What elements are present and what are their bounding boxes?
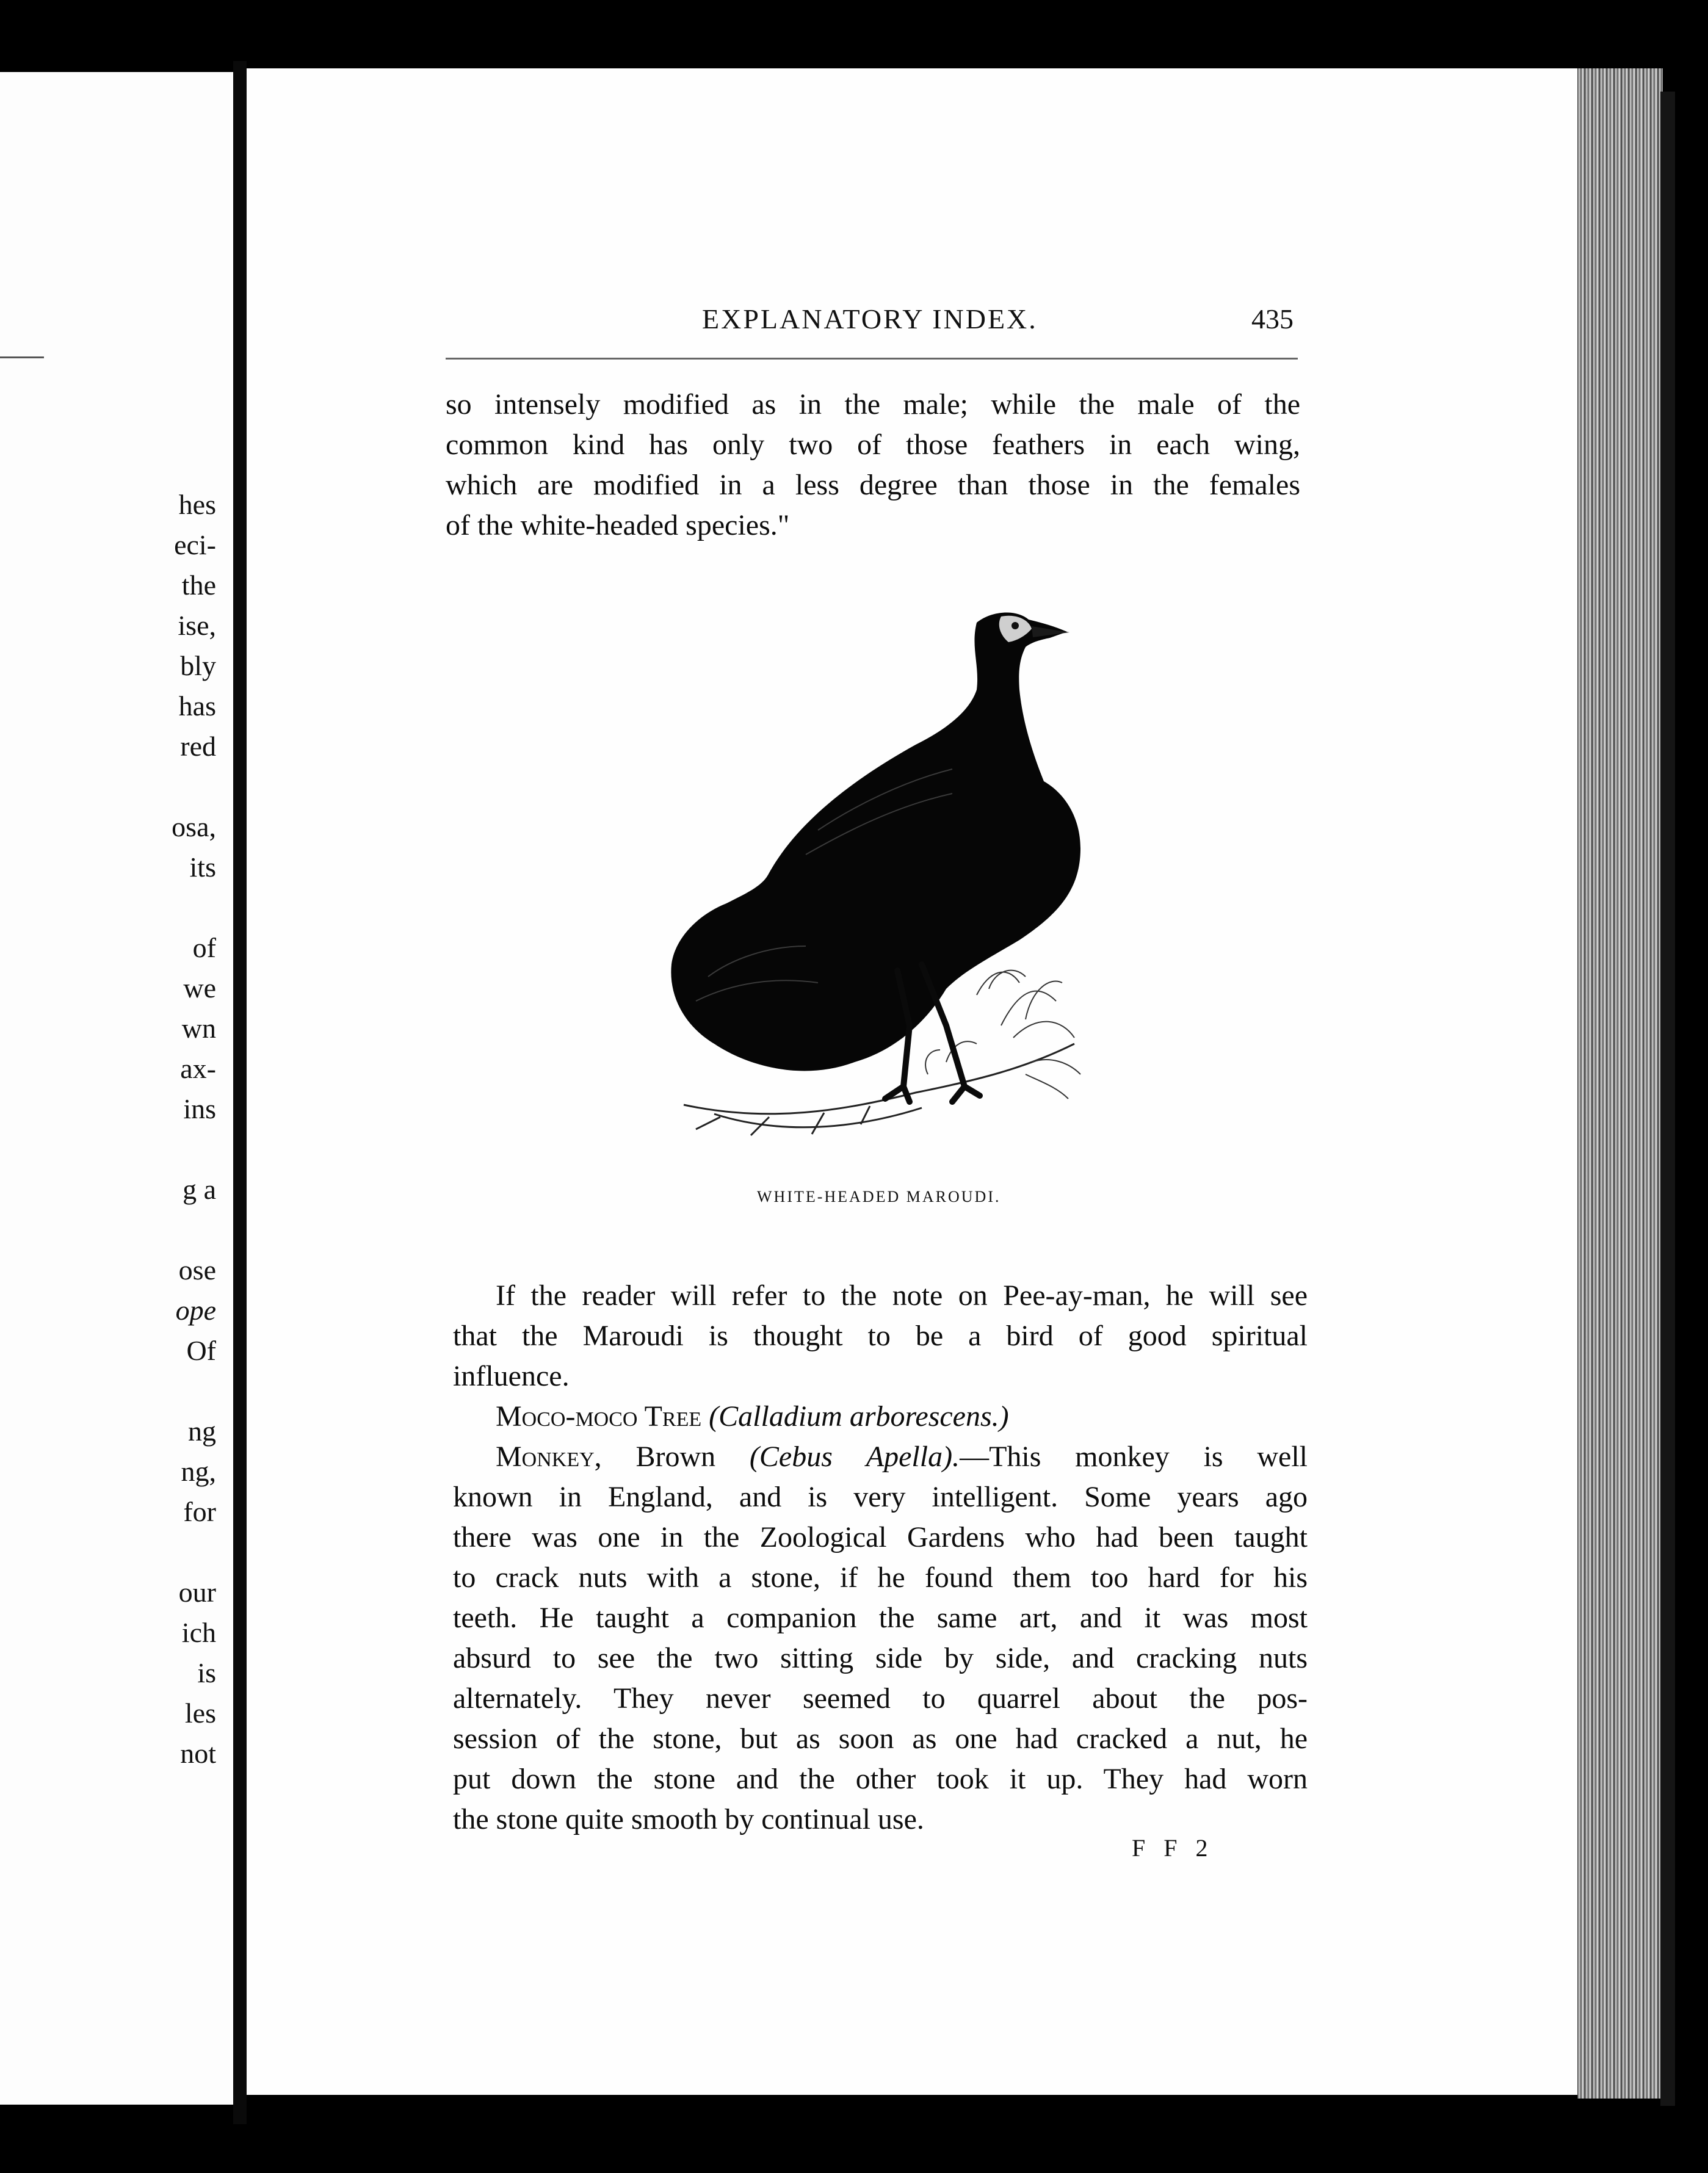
- left-page-fragment: the: [181, 569, 216, 601]
- mocomoco-entry: [453, 1397, 1308, 1437]
- left-page-rule: [0, 356, 44, 358]
- left-page-fragment: bly: [180, 650, 216, 681]
- book-gutter: [233, 61, 247, 2124]
- page-edge: [1577, 68, 1663, 2099]
- text-line: If the reader will refer to the note on Pee-ay-man, he will see: [496, 1279, 1308, 1312]
- left-page-fragment: eci-: [174, 529, 216, 560]
- left-page-fragment: has: [178, 690, 216, 721]
- maroudi-illustration: [659, 598, 1099, 1172]
- left-page-fragment: ich: [181, 1617, 216, 1648]
- left-page-fragment: ins: [183, 1093, 216, 1124]
- left-page-fragment: we: [183, 972, 216, 1003]
- figure-caption: WHITE-HEADED MAROUDI.: [757, 1188, 1001, 1206]
- entry-text: —This monkey is well: [960, 1441, 1308, 1473]
- entry-term-rest: Brown: [601, 1441, 716, 1473]
- text-line: there was one in the Zoological Gardens who had been taught: [453, 1521, 1308, 1553]
- monkey-entry: [453, 1437, 1308, 1840]
- text-line: absurd to see the two sitting side by side, and cracking nuts: [453, 1642, 1308, 1674]
- text-line: influence.: [453, 1360, 570, 1392]
- left-page-fragment: ng: [188, 1416, 216, 1447]
- maroudi-paragraph: [453, 1276, 1308, 1397]
- left-page-fragment: its: [189, 851, 216, 883]
- left-page-fragment: is: [197, 1657, 216, 1688]
- entry-term: Moco-moco Tree: [496, 1400, 702, 1433]
- bird-body: [671, 613, 1080, 1071]
- text-line: which are modified in a less degree than those in the females: [446, 469, 1300, 501]
- left-page-fragment: of: [192, 932, 216, 963]
- text-line: of the white-headed species.": [446, 509, 790, 541]
- text-line: the stone quite smooth by continual use.: [453, 1803, 924, 1835]
- left-page-fragment: g a: [183, 1174, 216, 1205]
- left-page-fragment: ope: [175, 1295, 216, 1326]
- text-line: so intensely modified as in the male; while the male of the: [446, 388, 1300, 421]
- text-line: common kind has only two of those feathers in each wing,: [446, 428, 1300, 461]
- left-page-fragment: Of: [186, 1335, 216, 1366]
- entry-latin-name: (Cebus Apella).: [749, 1441, 960, 1473]
- text-line: that the Maroudi is thought to be a bird of good spiritual: [453, 1320, 1308, 1352]
- left-page-fragment: for: [183, 1496, 216, 1527]
- left-page-fragment: hes: [178, 489, 216, 520]
- left-page-fragment: les: [184, 1698, 216, 1729]
- left-page-fragment: ax-: [180, 1053, 216, 1084]
- entry-line: [453, 1437, 1308, 1477]
- text-line: put down the stone and the other took it up. They had worn: [453, 1763, 1308, 1795]
- intro-paragraph: [446, 385, 1300, 546]
- running-header: EXPLANATORY INDEX.: [702, 303, 1038, 334]
- left-page-fragment: our: [178, 1577, 216, 1608]
- bird-eye: [1011, 622, 1019, 629]
- entry-term: Monkey,: [496, 1441, 602, 1473]
- left-page-fragment: not: [180, 1738, 216, 1769]
- text-line: session of the stone, but as soon as one had cracked a nut, he: [453, 1723, 1308, 1755]
- text-line: teeth. He taught a companion the same art, and it was most: [453, 1602, 1308, 1634]
- left-page-fragment: osa,: [172, 811, 216, 842]
- left-page-fragment: ose: [178, 1254, 216, 1285]
- left-page-fragment: red: [180, 731, 216, 762]
- left-page-fragment: ise,: [178, 610, 216, 641]
- entry-line: [453, 1397, 1308, 1437]
- signature-mark: F F 2: [1132, 1834, 1214, 1862]
- left-page-fragment: wn: [181, 1013, 216, 1044]
- header-rule: [446, 358, 1298, 360]
- edge-shadow: [1660, 92, 1675, 2106]
- left-page-fragment: ng,: [181, 1456, 216, 1487]
- entry-latin-name: (Calladium arborescens.): [709, 1400, 1009, 1433]
- text-line: alternately. They never seemed to quarrel about the pos-: [453, 1682, 1308, 1715]
- text-line: to crack nuts with a stone, if he found them too hard for his: [453, 1561, 1308, 1594]
- left-page: [0, 72, 237, 2105]
- text-line: known in England, and is very intelligent. Some years ago: [453, 1481, 1308, 1513]
- page-number: 435: [1251, 303, 1294, 334]
